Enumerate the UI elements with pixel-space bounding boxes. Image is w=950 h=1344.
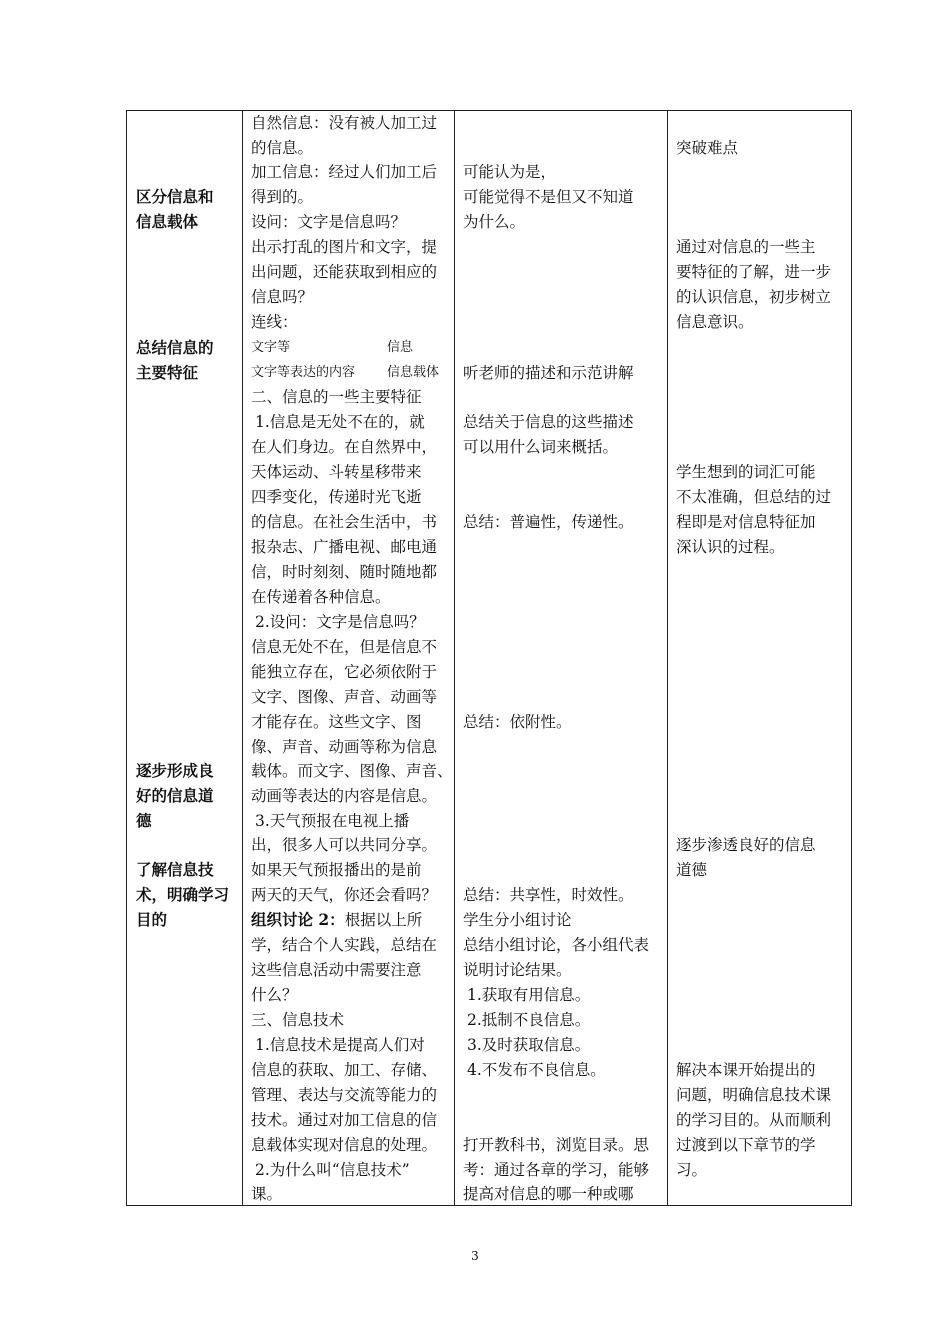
teacher-text: 两天的天气，你还会看吗？ xyxy=(251,886,438,904)
objective-text: 区分信息和 xyxy=(136,187,214,206)
intent-text: 信息意识。 xyxy=(676,313,754,331)
teacher-text: 信息的获取、加工、存储、 xyxy=(251,1061,438,1079)
teacher-text: 自然信息：没有被人加工过 xyxy=(251,114,438,132)
teacher-text: 的信息。在社会生活中，书 xyxy=(251,513,438,531)
objective-text: 主要特征 xyxy=(136,363,199,382)
teacher-text: 才能存在。这些文字、图 xyxy=(251,713,422,731)
student-text: 打开教科书，浏览目录。思 xyxy=(463,1136,650,1154)
objective-text: 目的 xyxy=(136,910,168,929)
teacher-text: 的信息。 xyxy=(251,139,314,157)
column-divider xyxy=(667,111,668,1205)
teacher-text: 2.为什么叫“信息技术” xyxy=(255,1161,410,1179)
intent-text: 解决本课开始提出的 xyxy=(676,1061,816,1079)
connect-right-bottom: 信息载体 xyxy=(387,365,440,380)
intent-text: 突破难点 xyxy=(676,139,739,157)
objective-text: 总结信息的 xyxy=(136,338,214,357)
teacher-text: 如果天气预报播出的是前 xyxy=(251,861,422,879)
teacher-text: 报杂志、广播电视、邮电通 xyxy=(251,538,438,556)
teacher-text: 能独立存在，它必须依附于 xyxy=(251,663,438,681)
student-text: 学生分小组讨论 xyxy=(463,911,572,929)
intent-text: 学生想到的词汇可能 xyxy=(676,463,816,481)
student-text: 提高对信息的哪一种或哪 xyxy=(463,1185,634,1203)
teacher-text: 在人们身边。在自然界中， xyxy=(251,438,438,456)
teacher-text: 得到的。 xyxy=(251,188,314,206)
objective-text: 好的信息道 xyxy=(136,786,214,805)
student-text: 2.抵制不良信息。 xyxy=(467,1011,591,1029)
intent-text: 的学习目的。从而顺利 xyxy=(676,1111,832,1129)
student-text: 为什么。 xyxy=(463,213,526,231)
teacher-text: 技术。通过对加工信息的信 xyxy=(251,1111,438,1129)
design-intent-column xyxy=(676,111,848,1205)
teacher-text: 出问题，还能获取到相应的 xyxy=(251,263,438,281)
objective-text: 德 xyxy=(136,811,152,830)
teacher-text: 1.信息是无处不在的，就 xyxy=(255,413,425,431)
teacher-text: 息载体实现对信息的处理。 xyxy=(251,1136,438,1154)
teacher-text: 这些信息活动中需要注意 xyxy=(251,961,422,979)
teacher-text: 2.设问：文字是信息吗？ xyxy=(255,613,425,631)
teacher-text: 什么？ xyxy=(251,986,298,1004)
lesson-table xyxy=(126,110,852,1206)
page-number: 3 xyxy=(471,1249,479,1263)
teacher-text: 加工信息：经过人们加工后 xyxy=(251,163,438,181)
teacher-text: 3.天气预报在电视上播 xyxy=(255,812,410,830)
student-text: 总结：普遍性，传递性。 xyxy=(463,513,634,531)
teacher-text: 在传递着各种信息。 xyxy=(251,588,391,606)
column-divider xyxy=(242,111,243,1205)
teacher-text: 动画等表达的内容是信息。 xyxy=(251,787,438,805)
student-text: 可能认为是， xyxy=(463,163,557,181)
intent-text: 通过对信息的一些主 xyxy=(676,238,816,256)
teacher-text: 载体。而文字、图像、声音、 xyxy=(251,762,453,780)
teacher-text: 1.信息技术是提高人们对 xyxy=(255,1036,425,1054)
objective-text: 了解信息技 xyxy=(136,860,214,879)
student-activity-column xyxy=(463,111,663,1205)
discussion-label: 组织讨论 2： xyxy=(251,910,345,929)
teacher-text: 设问：文字是信息吗？ xyxy=(251,213,407,231)
objective-column xyxy=(136,111,236,1205)
teacher-activity-column xyxy=(251,111,451,1205)
teacher-text: 四季变化，传递时光飞逝 xyxy=(251,488,422,506)
teacher-text: 文字、图像、声音、动画等 xyxy=(251,688,438,706)
student-text: 听老师的描述和示范讲解 xyxy=(463,364,634,382)
student-text: 3.及时获取信息。 xyxy=(467,1036,591,1054)
intent-text: 逐步渗透良好的信息 xyxy=(676,836,816,854)
teacher-text: 课。 xyxy=(251,1185,283,1203)
objective-text: 术，明确学习 xyxy=(136,885,230,904)
student-text: 说明讨论结果。 xyxy=(463,961,572,979)
student-text: 可能觉得不是但又不知道 xyxy=(463,188,634,206)
teacher-text: 出示打乱的图片和文字，提 xyxy=(251,238,438,256)
student-text: 4.不发布不良信息。 xyxy=(467,1061,606,1079)
connect-left-bottom: 文字等表达的内容 xyxy=(251,365,356,380)
student-text: 可以用什么词来概括。 xyxy=(463,438,619,456)
teacher-text: 天体运动、斗转星移带来 xyxy=(251,463,422,481)
teacher-text: 管理、表达与交流等能力的 xyxy=(251,1086,438,1104)
intent-text: 不太准确，但总结的过 xyxy=(676,488,832,506)
intent-text: 问题，明确信息技术课 xyxy=(676,1086,832,1104)
discussion-line xyxy=(251,908,451,933)
column-divider xyxy=(454,111,455,1205)
intent-text: 习。 xyxy=(676,1161,708,1179)
student-text: 总结小组讨论，各小组代表 xyxy=(463,936,650,954)
discussion-text: 根据以上所 xyxy=(344,911,423,929)
student-text: 总结关于信息的这些描述 xyxy=(463,413,634,431)
teacher-text: 连线： xyxy=(251,313,298,331)
teacher-text: 出，很多人可以共同分享。 xyxy=(251,836,438,854)
section-heading: 三、信息技术 xyxy=(251,1011,345,1029)
teacher-text: 信息无处不在，但是信息不 xyxy=(251,638,438,656)
student-text: 考：通过各章的学习，能够 xyxy=(463,1161,650,1179)
student-text: 总结：共享性，时效性。 xyxy=(463,886,634,904)
intent-text: 程即是对信息特征加 xyxy=(676,513,816,531)
connect-right-top: 信息 xyxy=(387,340,414,355)
student-text: 总结：依附性。 xyxy=(463,713,572,731)
objective-text: 逐步形成良 xyxy=(136,761,214,780)
teacher-text: 像、声音、动画等称为信息 xyxy=(251,738,438,756)
objective-text: 信息载体 xyxy=(136,212,199,231)
teacher-text: 信息吗？ xyxy=(251,288,314,306)
teacher-text: 信，时时刻刻、随时随地都 xyxy=(251,563,438,581)
intent-text: 深认识的过程。 xyxy=(676,538,785,556)
section-heading: 二、信息的一些主要特征 xyxy=(251,388,422,406)
intent-text: 要特征的了解，进一步 xyxy=(676,263,832,281)
teacher-text: 学，结合个人实践，总结在 xyxy=(251,936,438,954)
connect-left-top: 文字等 xyxy=(251,340,291,355)
intent-text: 的认识信息，初步树立 xyxy=(676,288,832,306)
intent-text: 过渡到以下章节的学 xyxy=(676,1136,816,1154)
student-text: 1.获取有用信息。 xyxy=(467,986,591,1004)
intent-text: 道德 xyxy=(676,861,708,879)
